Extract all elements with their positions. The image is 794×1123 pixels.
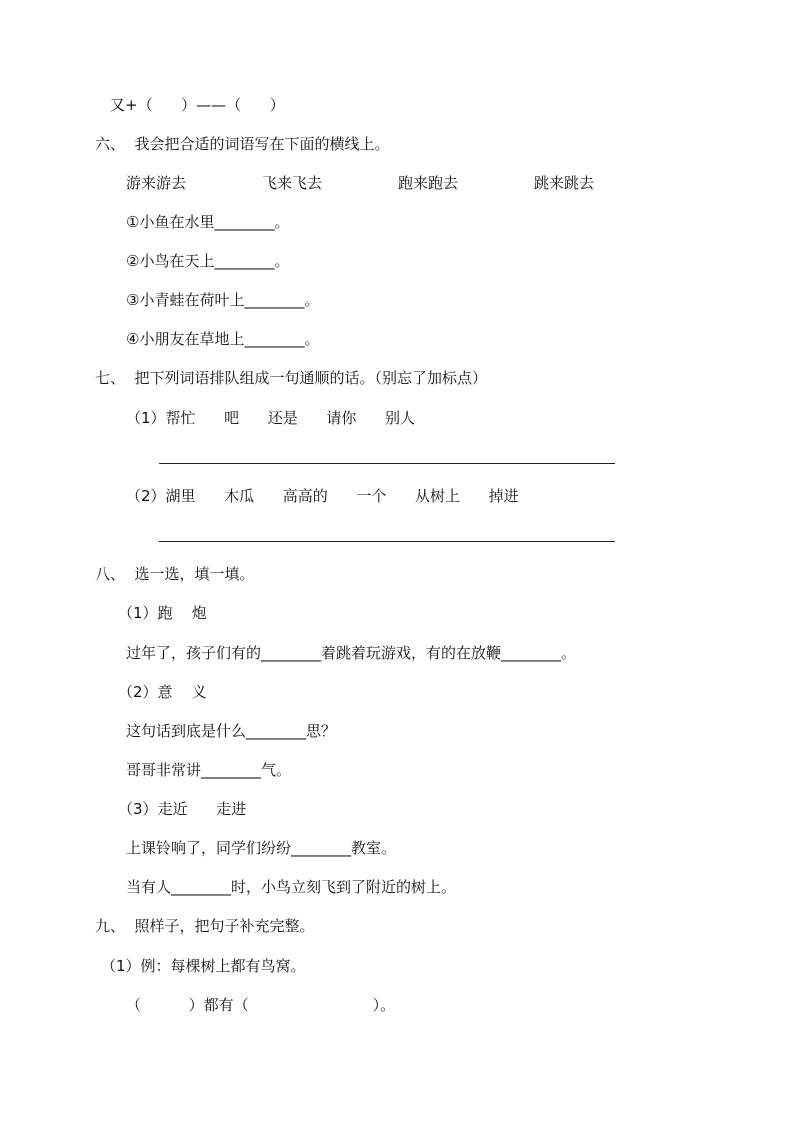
section-8-title: 八、 选一选，填一填。 [95, 565, 255, 583]
choice-sentence-5: 当有人________时，小鸟立刻飞到了附近的树上。 [126, 878, 457, 896]
choice-sentence-3: 哥哥非常讲________气。 [126, 761, 292, 779]
choice-group-3: （3）走近 走进 [118, 800, 247, 818]
choice-group-2: （2）意 义 [118, 683, 207, 701]
word-option-3: 跑来跑去 [398, 174, 459, 192]
choice-sentence-4: 上课铃响了，同学们纷纷________教室。 [126, 839, 397, 857]
radical-combo-line: 又+（ ）——（ ） [110, 96, 285, 114]
fill-sentence-4: ④小朋友在草地上________。 [126, 330, 320, 348]
choice-sentence-2: 这句话到底是什么________思？ [126, 722, 337, 740]
word-order-2: （2）湖里 木瓜 高高的 一个 从树上 掉进 [126, 487, 519, 505]
section-7-title: 七、 把下列词语排队组成一句通顺的话。（别忘了加标点） [95, 369, 488, 387]
word-order-1: （1）帮忙 吧 还是 请你 别人 [126, 409, 415, 427]
answer-line-2[interactable] [159, 541, 615, 542]
word-option-2: 飞来飞去 [262, 174, 323, 192]
example-sentence: （1）例：每棵树上都有鸟窝。 [101, 957, 306, 975]
choice-group-1: （1）跑 炮 [118, 604, 207, 622]
fill-sentence-1: ①小鱼在水里________。 [126, 213, 290, 231]
section-9-title: 九、 照样子，把句子补充完整。 [95, 917, 315, 935]
fill-sentence-2: ②小鸟在天上________。 [126, 252, 290, 270]
word-option-4: 跳来跳去 [534, 174, 595, 192]
word-option-1: 游来游去 [126, 174, 187, 192]
section-6-title: 六、 我会把合适的词语写在下面的横线上。 [95, 135, 390, 153]
fill-sentence-3: ③小青蛙在荷叶上________。 [126, 291, 320, 309]
answer-line-1[interactable] [159, 463, 615, 464]
sentence-template: （ ）都有（ ）。 [126, 996, 396, 1014]
choice-sentence-1: 过年了，孩子们有的________着跳着玩游戏，有的在放鞭________。 [126, 644, 577, 662]
